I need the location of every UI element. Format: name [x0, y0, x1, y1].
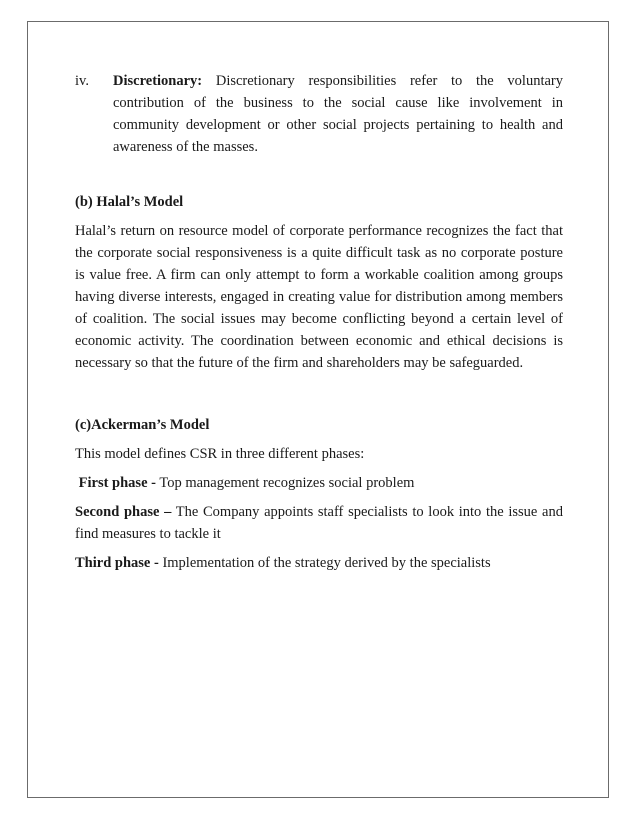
phase-label: Third phase - — [75, 555, 159, 571]
halal-heading: (b) Halal’s Model — [75, 194, 184, 210]
phase-label: Second phase – — [75, 504, 172, 520]
list-term: Discretionary: — [113, 73, 203, 89]
phase-label: First phase - — [78, 475, 156, 491]
halal-body: Halal’s return on resource model of corporate performance recognizes the fact that the corporate social responsiveness is a quite difficult task as no corporate posture is value free. A firm can only attempt to form a workable coalition among groups having diverse interests, engaged in creating value for distribution among members of coalition. The social issues may become conflicting beyond a certain level of economic activity. The coordination between economic and ethical decisions is necessary so that the future of the firm and shareholders may be safeguarded. — [75, 223, 563, 371]
list-item-discretionary — [75, 70, 563, 158]
phase-text: The Company appoints staff specialists to look into the issue and find measures to tackle it — [75, 504, 563, 542]
phase-text: Top management recognizes social problem — [159, 475, 415, 491]
list-number: iv. — [75, 73, 89, 89]
list-description: Discretionary responsibilities refer to the voluntary contribution of the business to the social cause like involvement in community development or other social projects pertaining to health and awareness of the masses. — [113, 73, 564, 155]
ackerman-heading: (c)Ackerman’s Model — [75, 417, 210, 433]
phase-text: Implementation of the strategy derived by the specialists — [162, 555, 491, 571]
ackerman-intro: This model defines CSR in three different phases: — [75, 446, 365, 462]
list-text — [113, 70, 563, 158]
phase-third — [75, 552, 563, 574]
phase-second — [75, 501, 563, 545]
document-body — [75, 70, 563, 574]
phase-first — [75, 472, 563, 494]
